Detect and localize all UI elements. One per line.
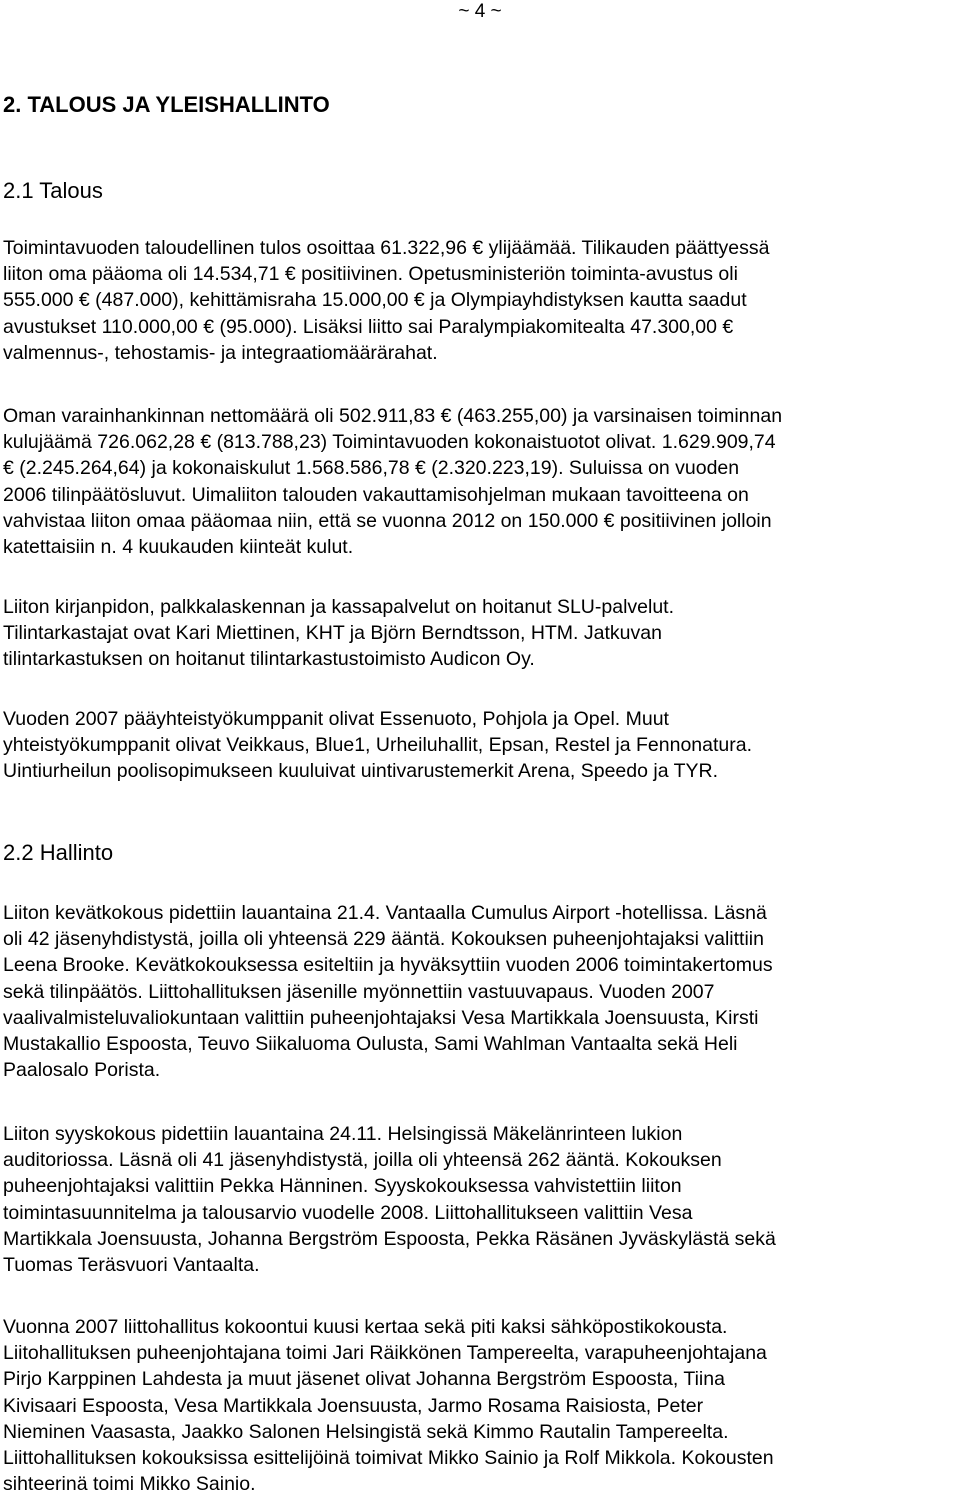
paragraph-autumn-meeting <box>3 1121 959 1278</box>
text-line: € (2.245.264,64) ja kokonaiskulut 1.568.586,78 € (2.320.223,19). Suluissa on vuoden <box>3 457 740 480</box>
text-line: Leena Brooke. Kevätkokouksessa esiteltiin ja hyväksyttiin vuoden 2006 toimintakertomus <box>3 954 773 977</box>
page-number: ~ 4 ~ <box>458 1 502 22</box>
text-line: vahvistaa liiton omaa pääomaa niin, että se vuonna 2012 on 150.000 € positiivinen jolloin <box>3 509 772 532</box>
paragraph-accounting <box>3 594 959 673</box>
text-line: Toimintavuoden taloudellinen tulos osoittaa 61.322,96 € ylijäämää. Tilikauden päättyessä <box>3 237 770 259</box>
text-line: vaalivalmisteluvaliokuntaan valittiin puheenjohtajaksi Vesa Martikkala Joensuusta, Kirsti <box>3 1006 759 1029</box>
text-line: Paalosalo Porista. <box>3 1059 161 1082</box>
text-line: valmennus-, tehostamis- ja integraatiomäärärahat. <box>3 341 438 364</box>
paragraph-partners <box>3 706 959 785</box>
text-line: toimintasuunnitelma ja talousarvio vuodelle 2008. Liittohallitukseen valittiin Vesa <box>3 1201 693 1224</box>
text-line: liiton oma pääoma oli 14.534,71 € positiivinen. Opetusministeriön toiminta-avustus oli <box>3 263 738 286</box>
text-line: avustukset 110.000,00 € (95.000). Lisäksi liitto sai Paralympiakomitealta 47.300,00 € <box>3 315 734 338</box>
text-line: Nieminen Vaasasta, Jaakko Salonen Helsingistä sekä Kimmo Rautalin Tampereelta. <box>3 1420 729 1443</box>
text-line: oli 42 jäsenyhdistystä, joilla oli yhteensä 229 ääntä. Kokouksen puheenjohtajaksi valittiin <box>3 928 764 951</box>
text-line: Liiton kirjanpidon, palkkalaskennan ja kassapalvelut on hoitanut SLU-palvelut. <box>3 596 675 618</box>
subsection-heading-hallinto: 2.2 Hallinto <box>3 840 114 865</box>
text-line: Vuoden 2007 pääyhteistyökumppanit olivat Essenuoto, Pohjola ja Opel. Muut <box>3 708 669 730</box>
text-line: 2006 tilinpäätösluvut. Uimaliiton talouden vakauttamisohjelman mukaan tavoitteena on <box>3 483 749 506</box>
text-line: yhteistyökumppanit olivat Veikkaus, Blue1, Urheiluhallit, Epsan, Restel ja Fennonatura. <box>3 734 752 757</box>
text-line: Kivisaari Espoosta, Vesa Martikkala Joensuusta, Jarmo Rosama Raisiosta, Peter <box>3 1394 704 1417</box>
text-line: puheenjohtajaksi valittiin Pekka Hänninen. Syyskokouksessa vahvistettiin liiton <box>3 1175 682 1198</box>
text-line: kulujäämä 726.062,28 € (813.788,23) Toimintavuoden kokonaistuotot olivat. 1.629.909,74 <box>3 431 776 454</box>
text-line: sekä tilinpäätös. Liittohallituksen jäsenille myönnettiin vastuuvapaus. Vuoden 2007 <box>3 980 715 1003</box>
text-line: Oman varainhankinnan nettomäärä oli 502.911,83 € (463.255,00) ja varsinaisen toiminnan <box>3 405 783 427</box>
text-line: Uintiurheilun poolisopimukseen kuuluivat uintivarustemerkit Arena, Speedo ja TYR. <box>3 760 719 783</box>
text-line: Vuonna 2007 liittohallitus kokoontui kuusi kertaa sekä piti kaksi sähköpostikokousta. <box>3 1316 728 1338</box>
subsection-heading-talous: 2.1 Talous <box>3 178 103 203</box>
text-line: katettaisiin n. 4 kuukauden kiinteät kulut. <box>3 536 354 559</box>
text-line: sihteerinä toimi Mikko Sainio. <box>3 1473 256 1496</box>
paragraph-board <box>3 1314 959 1497</box>
text-line: Martikkala Joensuusta, Johanna Bergström Espoosta, Pekka Räsänen Jyväskylästä sekä <box>3 1227 776 1250</box>
text-line: Tuomas Teräsvuori Vantaalta. <box>3 1254 260 1277</box>
text-line: Liittohallituksen kokouksissa esittelijöinä toimivat Mikko Sainio ja Rolf Mikkola. Kokousten <box>3 1447 774 1470</box>
paragraph-fundraising <box>3 403 959 560</box>
paragraph-financial-result <box>3 235 959 366</box>
text-line: Liiton syyskokous pidettiin lauantaina 24.11. Helsingissä Mäkelänrinteen lukion <box>3 1123 683 1145</box>
text-line: Pirjo Karppinen Lahdesta ja muut jäsenet olivat Johanna Bergström Espoosta, Tiina <box>3 1368 725 1391</box>
text-line: 555.000 € (487.000), kehittämisraha 15.000,00 € ja Olympiayhdistyksen kautta saadut <box>3 289 747 312</box>
text-line: Liiton kevätkokous pidettiin lauantaina 21.4. Vantaalla Cumulus Airport -hotellissa. Läsnä <box>3 902 767 924</box>
text-line: Mustakallio Espoosta, Teuvo Siikaluoma Oulusta, Sami Wahlman Vantaalta sekä Heli <box>3 1033 738 1056</box>
paragraph-spring-meeting <box>3 900 959 1083</box>
section-heading: 2. TALOUS JA YLEISHALLINTO <box>3 92 330 117</box>
text-line: Liitohallituksen puheenjohtajana toimi Jari Räikkönen Tampereelta, varapuheenjohtajana <box>3 1342 767 1365</box>
text-line: auditoriossa. Läsnä oli 41 jäsenyhdistystä, joilla oli yhteensä 262 ääntä. Kokouksen <box>3 1149 722 1172</box>
text-line: Tilintarkastajat ovat Kari Miettinen, KHT ja Björn Berndtsson, HTM. Jatkuvan <box>3 622 662 645</box>
text-line: tilintarkastuksen on hoitanut tilintarkastustoimisto Audicon Oy. <box>3 648 535 671</box>
